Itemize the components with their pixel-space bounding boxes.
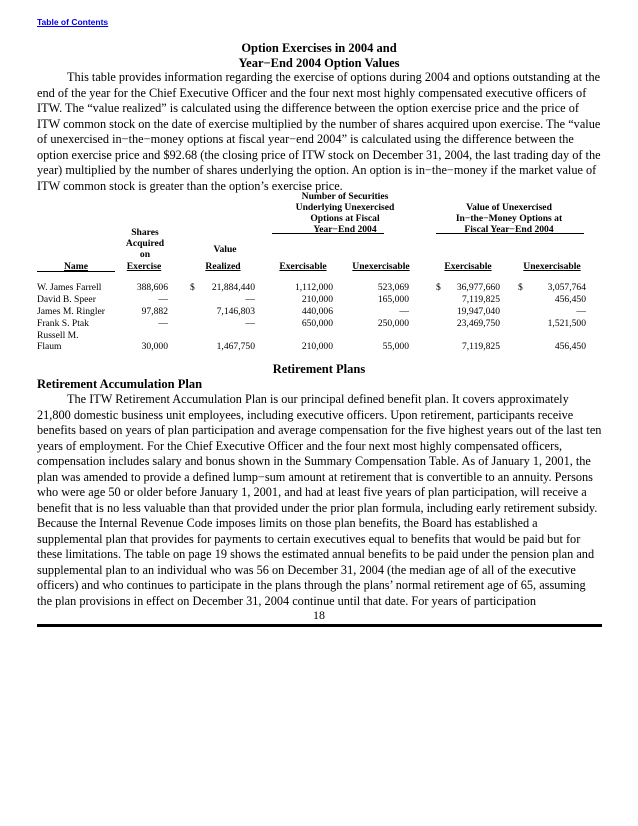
row-exercisable: 1,112,000 bbox=[294, 282, 333, 293]
footer-rule bbox=[37, 624, 602, 627]
col-name-rule bbox=[37, 271, 115, 272]
row-value-exercisable: 7,119,825 bbox=[461, 294, 500, 305]
row-name: Russell M. bbox=[37, 330, 79, 341]
row-shares: 97,882 bbox=[141, 306, 168, 317]
col-name: Name bbox=[64, 261, 88, 272]
row-name: James M. Ringler bbox=[37, 306, 105, 317]
row-unexercisable: 55,000 bbox=[382, 341, 409, 352]
row-name: David B. Speer bbox=[37, 294, 96, 305]
row-exercisable: 210,000 bbox=[301, 294, 333, 305]
section-title-line1: Option Exercises in 2004 and bbox=[241, 41, 397, 55]
row-value-exercisable: 19,947,040 bbox=[456, 306, 500, 317]
row-name: W. James Farrell bbox=[37, 282, 102, 293]
row-value: 21,884,440 bbox=[211, 282, 255, 293]
row-value: — bbox=[245, 318, 255, 329]
row-unexercisable: 250,000 bbox=[377, 318, 409, 329]
row-value-exercisable: 23,469,750 bbox=[456, 318, 500, 329]
row-value-dollar: $ bbox=[190, 282, 195, 293]
table-row bbox=[0, 306, 638, 318]
page-number: 18 bbox=[313, 608, 325, 622]
shares-head: Shares Acquired on bbox=[125, 227, 165, 260]
row-value-exercisable: 36,977,660 bbox=[456, 282, 500, 293]
table-row bbox=[0, 318, 638, 330]
accumulation-paragraph: The ITW Retirement Accumulation Plan is our principal defined benefit plan. It covers approximately 21,800 domestic business unit employees, including executive officers. Upon retirement, participants receive benefits based on years of plan participation and average compensation for the five highest years out of the last ten years of employment. For the Chief Executive Officer and the four next most highly compensated officers, compensation includes salary and bonus shown in the Summary Compensation Table. As of January 1, 2001, the plan was amended to provide a defined lump−sum amount at retirement that is convertible to an annuity. Persons who were age 50 or older before January 1, 2001, and had at least five years of plan participation, will receive a benefit that is no less valuable than that provided under the prior plan formula, including early retirement subsidy. Because the Internal Revenue Code imposes limits on those plan benefits, the Board has established a supplemental plan that provides for payments to certain executives equal to benefits that would be paid but for these limitations. The table on page 19 shows the estimated annual benefits to be paid under the pension plan and supplemental plan to an individual who was 56 on December 31, 2004 (the median age of all of the executive officers) and who continues to participate in the plans through the plans’ normal retirement age of 65, assuming the plan provisions in effect on December 31, 2004 continue until that date. For years of participation bbox=[37, 392, 602, 608]
group-rule-2 bbox=[436, 233, 584, 234]
table-row bbox=[0, 282, 638, 294]
retirement-plans-heading: Retirement Plans bbox=[272, 362, 366, 376]
row-shares: — bbox=[158, 294, 168, 305]
row-value-unexercisable: — bbox=[576, 306, 586, 317]
row-value: 7,146,803 bbox=[216, 306, 255, 317]
group-head-values: Value of Unexercised In−the−Money Options at Fiscal Year−End 2004 bbox=[455, 202, 563, 235]
row-value-unexercisable: 1,521,500 bbox=[547, 318, 586, 329]
table-row bbox=[0, 330, 638, 354]
row-unexercisable: 523,069 bbox=[377, 282, 409, 293]
row-shares: 388,606 bbox=[136, 282, 168, 293]
row-value: 1,467,750 bbox=[216, 341, 255, 352]
row-value-unexercisable: 456,450 bbox=[554, 294, 586, 305]
row-value: — bbox=[245, 294, 255, 305]
col-exercise: Exercise bbox=[126, 261, 162, 272]
row-value-unexercisable: 3,057,764 bbox=[547, 282, 586, 293]
section-title-line2: Year−End 2004 Option Values bbox=[238, 56, 400, 70]
group-head-securities: Number of Securities Underlying Unexercised Options at Fiscal Year−End 2004 bbox=[295, 191, 395, 235]
row-unexercisable: 165,000 bbox=[377, 294, 409, 305]
row-shares: — bbox=[158, 318, 168, 329]
row-shares: 30,000 bbox=[141, 341, 168, 352]
row-value-unexercisable: 456,450 bbox=[554, 341, 586, 352]
row-value-exercisable: 7,119,825 bbox=[461, 341, 500, 352]
accumulation-plan-heading: Retirement Accumulation Plan bbox=[37, 377, 203, 391]
row-exercisable: 440,006 bbox=[301, 306, 333, 317]
intro-paragraph: This table provides information regarding the exercise of options during 2004 and options outstanding at the end of the year for the Chief Executive Officer and the four next most highly compensated executive officers of ITW. The “value realized” is calculated using the difference between the option exercise price and the price of ITW common stock on the date of exercise multiplied by the number of shares acquired upon exercise. The “value of unexercised in−the−money options at fiscal year−end 2004” is calculated using the difference between the option exercise price and $92.68 (the closing price of ITW stock on December 31, 2004, the last trading day of the year) multiplied by the number of shares underlying the option. An option is in−the−money if the market value of ITW common stock is greater than the option’s exercise price. bbox=[37, 70, 601, 193]
col-exercisable-1: Exercisable bbox=[279, 261, 327, 272]
row-value-exercisable-dollar: $ bbox=[436, 282, 441, 293]
col-unexercisable-1: Unexercisable bbox=[352, 261, 410, 272]
group-rule-1 bbox=[272, 233, 384, 234]
col-unexercisable-2: Unexercisable bbox=[523, 261, 581, 272]
row-name-cont: Flaum bbox=[37, 341, 62, 352]
col-realized: Realized bbox=[205, 261, 241, 272]
table-of-contents-link[interactable]: Table of Contents bbox=[37, 17, 109, 27]
row-exercisable: 650,000 bbox=[301, 318, 333, 329]
row-exercisable: 210,000 bbox=[301, 341, 333, 352]
table-row bbox=[0, 294, 638, 306]
row-unexercisable: — bbox=[399, 306, 409, 317]
row-name: Frank S. Ptak bbox=[37, 318, 89, 329]
value-head: Value bbox=[213, 244, 237, 255]
row-value-unexercisable-dollar: $ bbox=[518, 282, 523, 293]
col-exercisable-2: Exercisable bbox=[444, 261, 492, 272]
